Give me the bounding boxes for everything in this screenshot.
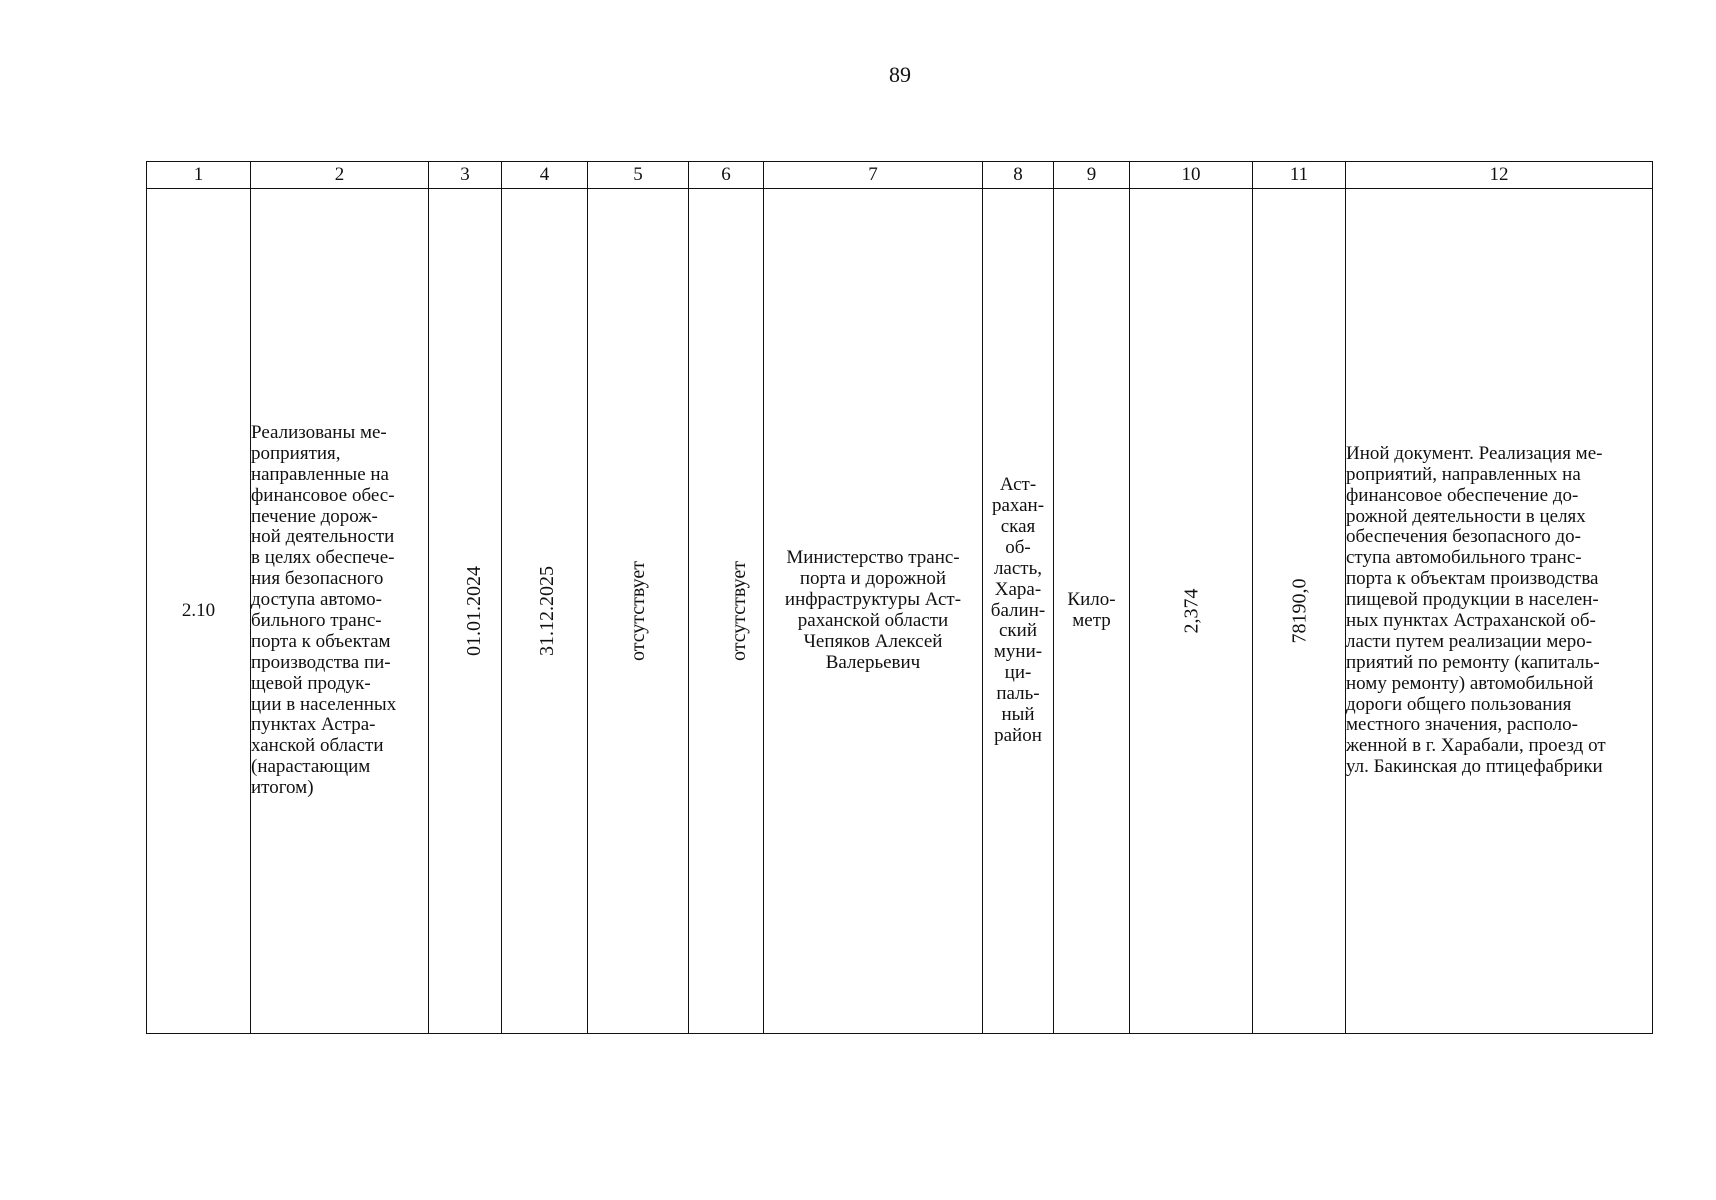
- text-line: Валерьевич: [825, 651, 921, 673]
- row-number-cell: 2.10: [147, 189, 251, 1034]
- text-line: роприятий, направленных на: [1346, 463, 1581, 485]
- column-header-7: 7: [764, 162, 983, 189]
- text-line: Реализованы ме-: [251, 421, 387, 443]
- text-line: ной деятельности: [251, 526, 395, 548]
- table-header-row: [147, 162, 1653, 189]
- text-line: производства пи-: [251, 651, 391, 673]
- text-line: рахан-: [991, 495, 1045, 517]
- responsible-cell: [764, 189, 983, 1034]
- text-line: раханской области: [797, 610, 949, 631]
- result-cell: [251, 189, 429, 1034]
- text-line: рожной деятельности в целях: [1346, 505, 1586, 527]
- column-header-8: 8: [983, 162, 1054, 189]
- column-5-cell: [588, 189, 689, 1034]
- text-line: Кило-: [1067, 589, 1116, 611]
- column-header-1: 1: [147, 162, 251, 189]
- table-row: [147, 189, 1653, 1034]
- column-6-value: отсутствует: [728, 560, 751, 661]
- text-line: ный: [1001, 704, 1035, 725]
- text-line: ных пунктах Астраханской об-: [1346, 610, 1596, 631]
- text-line: дороги общего пользования: [1346, 693, 1572, 715]
- text-line: направленные на: [251, 463, 389, 485]
- value-text: 2,374: [1180, 588, 1202, 634]
- start-date-cell: [429, 189, 502, 1034]
- value-cell: [1130, 189, 1253, 1034]
- text-line: ступа автомобильного транс-: [1346, 547, 1582, 569]
- text-line: ласть,: [993, 557, 1043, 579]
- document-cell: [1346, 189, 1653, 1034]
- amount-text: 78190,0: [1288, 578, 1310, 644]
- page-number: 89: [889, 62, 911, 87]
- text-line: печение дорож-: [251, 505, 378, 527]
- text-line: (нарастающим: [251, 756, 371, 778]
- column-header-10: 10: [1130, 162, 1253, 189]
- column-header-12: 12: [1346, 162, 1653, 189]
- text-line: ции в населенных: [251, 693, 397, 715]
- text-line: паль-: [996, 683, 1040, 705]
- text-line: ул. Бакинская до птицефабрики: [1346, 756, 1603, 778]
- column-header-4: 4: [502, 162, 588, 189]
- text-line: ния безопасного: [251, 568, 384, 590]
- unit-cell: [1054, 189, 1130, 1034]
- text-line: финансовое обес-: [251, 484, 395, 506]
- document-text: [1346, 444, 1652, 778]
- unit-text: [1054, 590, 1129, 632]
- amount-cell: [1253, 189, 1346, 1034]
- text-line: метр: [1072, 610, 1111, 631]
- text-line: порта к объектам производства: [1346, 568, 1599, 590]
- text-line: щевой продук-: [251, 672, 371, 694]
- text-line: об-: [1005, 536, 1031, 558]
- text-line: ци-: [1004, 662, 1032, 684]
- text-line: местного значения, располо-: [1346, 714, 1578, 736]
- document-table: [146, 161, 1653, 1034]
- text-line: порта и дорожной: [799, 568, 947, 590]
- text-line: инфраструктуры Аст-: [784, 589, 962, 611]
- territory-text: [983, 475, 1053, 747]
- end-date-cell: [502, 189, 588, 1034]
- text-line: ская: [1000, 515, 1036, 537]
- text-line: балин-: [990, 599, 1046, 621]
- text-line: приятий по ремонту (капиталь-: [1346, 651, 1600, 673]
- text-line: ханской области: [251, 735, 384, 757]
- text-line: ласти путем реализации меро-: [1346, 630, 1593, 652]
- start-date: 01.01.2024: [463, 565, 485, 656]
- territory-cell: [983, 189, 1054, 1034]
- column-header-3: 3: [429, 162, 502, 189]
- text-line: Министерство транс-: [786, 547, 960, 569]
- text-line: район: [994, 724, 1042, 746]
- text-line: бильного транс-: [251, 610, 382, 631]
- end-date: 31.12.2025: [536, 565, 558, 656]
- text-line: финансовое обеспечение до-: [1346, 484, 1579, 506]
- column-header-5: 5: [588, 162, 689, 189]
- responsible-text: [764, 548, 982, 673]
- text-line: пищевой продукции в населен-: [1346, 589, 1599, 611]
- text-line: Чепяков Алексей: [803, 630, 943, 652]
- text-line: женной в г. Харабали, проезд от: [1346, 735, 1606, 757]
- text-line: в целях обеспече-: [251, 547, 395, 569]
- text-line: Иной документ. Реализация ме-: [1346, 442, 1603, 464]
- text-line: порта к объектам: [251, 630, 391, 652]
- text-line: ному ремонту) автомобильной: [1346, 672, 1594, 694]
- column-6-cell: [689, 189, 764, 1034]
- column-5-value: отсутствует: [627, 560, 650, 661]
- text-line: муни-: [993, 641, 1043, 663]
- result-text: [251, 423, 428, 799]
- text-line: обеспечения безопасного до-: [1346, 526, 1581, 548]
- text-line: пунктах Астра-: [251, 714, 376, 736]
- column-header-2: 2: [251, 162, 429, 189]
- text-line: роприятия,: [251, 442, 341, 464]
- text-line: итогом): [251, 777, 314, 799]
- text-line: Хара-: [994, 578, 1042, 600]
- column-header-6: 6: [689, 162, 764, 189]
- column-header-11: 11: [1253, 162, 1346, 189]
- text-line: доступа автомо-: [251, 589, 382, 611]
- text-line: Аст-: [999, 474, 1037, 496]
- column-header-9: 9: [1054, 162, 1130, 189]
- text-line: ский: [999, 620, 1037, 642]
